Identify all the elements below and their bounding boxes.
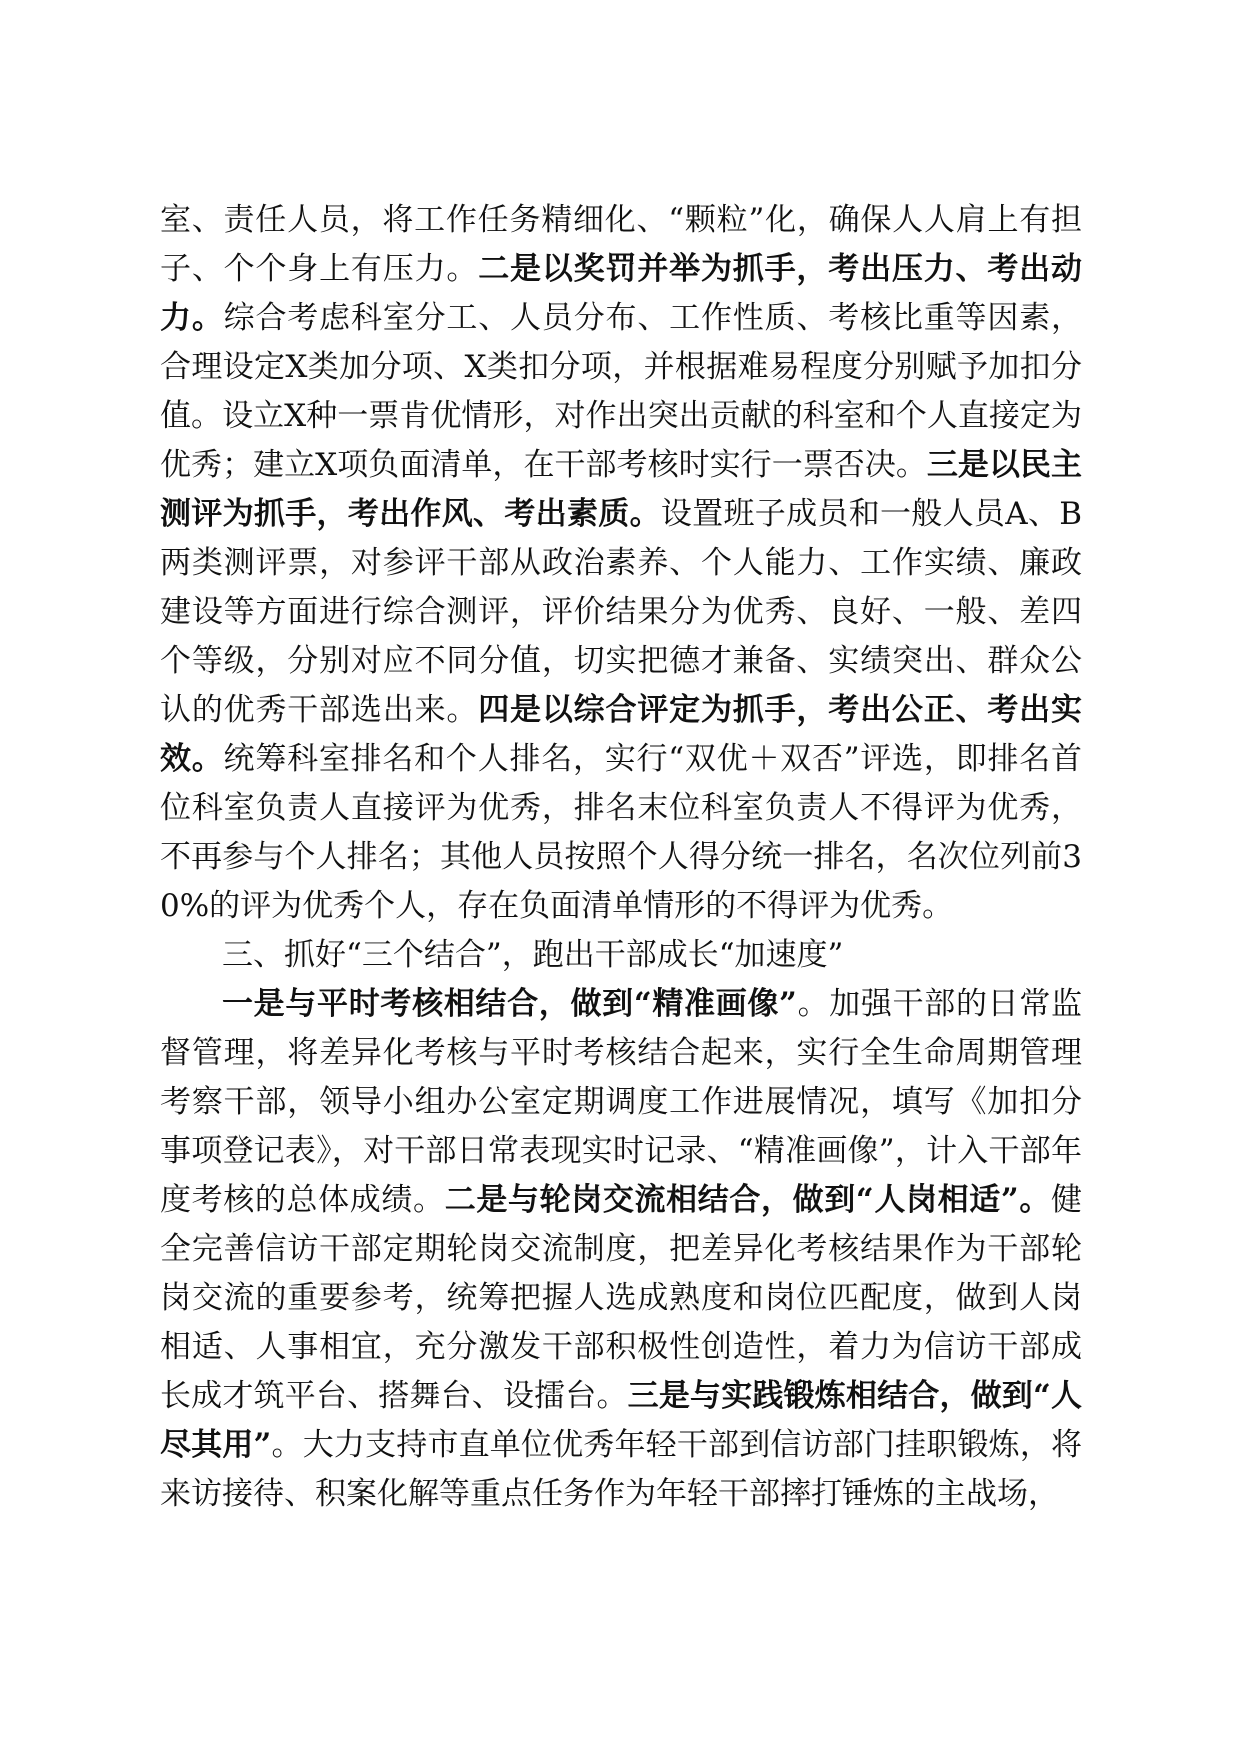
section-heading: 三、抓好“三个结合”，跑出干部成长“加速度” bbox=[222, 937, 844, 973]
paragraph-2-text-1: 。加强干部的日常监督管理，将差异化考核与平时考核结合起来，实行全生命周期管理考察干部，领导小组办公室定期调度工作进展情况，填写《加扣分事项登记表》，对干部日常表现实时记录、“精准画像”，计入干部年度考核的总体成绩。 bbox=[160, 986, 1082, 1218]
paragraph-1-text-1: 室、责任人员，将工作任务精细化、“颗粒”化，确保人人肩上有担子、个个身上有压力。 bbox=[160, 202, 1082, 287]
paragraph-1-text-2: 综合考虑科室分工、人员分布、工作性质、考核比重等因素，合理设定X类加分项、X类扣分项，并根据难易程度分别赋予加扣分值。设立X种一票肯优情形，对作出突出贡献的科室和个人直接定为优秀；建立X项负面清单，在干部考核时实行一票否决。 bbox=[160, 300, 1083, 483]
paragraph-2-bold-point-1: 一是与平时考核相结合，做到“精准画像” bbox=[222, 986, 797, 1022]
paragraph-1-bold-point-2: 二是以奖罚并举为抓手，考出压力、考出动力。 bbox=[160, 251, 1083, 336]
paragraph-2-bold-point-2: 二是与轮岗交流相结合，做到“人岗相适”。 bbox=[444, 1182, 1051, 1218]
paragraph-2-text-3: 。大力支持市直单位优秀年轻干部到信访部门挂职锻炼，将来访接待、积案化解等重点任务作为年轻干部摔打锤炼的主战场， bbox=[160, 1427, 1082, 1512]
body-paragraph-section-3 bbox=[160, 980, 1082, 1519]
document-page bbox=[160, 196, 1082, 1519]
paragraph-1-bold-point-3: 三是以民主测评为抓手，考出作风、考出素质。 bbox=[160, 447, 1083, 532]
paragraph-1-text-3: 设置班子成员和一般人员A、B两类测评票，对参评干部从政治素养、个人能力、工作实绩、廉政建设等方面进行综合测评，评价结果分为优秀、良好、一般、差四个等级，分别对应不同分值，切实把德才兼备、实绩突出、群众公认的优秀干部选出来。 bbox=[160, 496, 1082, 728]
body-paragraph-continuation bbox=[160, 196, 1082, 931]
paragraph-1-text-4: 统筹科室排名和个人排名，实行“双优＋双否”评选，即排名首位科室负责人直接评为优秀，排名末位科室负责人不得评为优秀，不再参与个人排名；其他人员按照个人得分统一排名，名次位列前30%的评为优秀个人，存在负面清单情形的不得评为优秀。 bbox=[160, 741, 1082, 924]
paragraph-2-bold-point-3: 三是与实践锻炼相结合，做到“人尽其用” bbox=[160, 1378, 1082, 1463]
paragraph-1-bold-point-4: 四是以综合评定为抓手，考出公正、考出实效。 bbox=[160, 692, 1083, 777]
paragraph-2-text-2: 健全完善信访干部定期轮岗交流制度，把差异化考核结果作为干部轮岗交流的重要参考，统筹把握人选成熟度和岗位匹配度，做到人岗相适、人事相宜，充分激发干部积极性创造性，着力为信访干部成长成才筑平台、搭舞台、设擂台。 bbox=[160, 1182, 1082, 1414]
